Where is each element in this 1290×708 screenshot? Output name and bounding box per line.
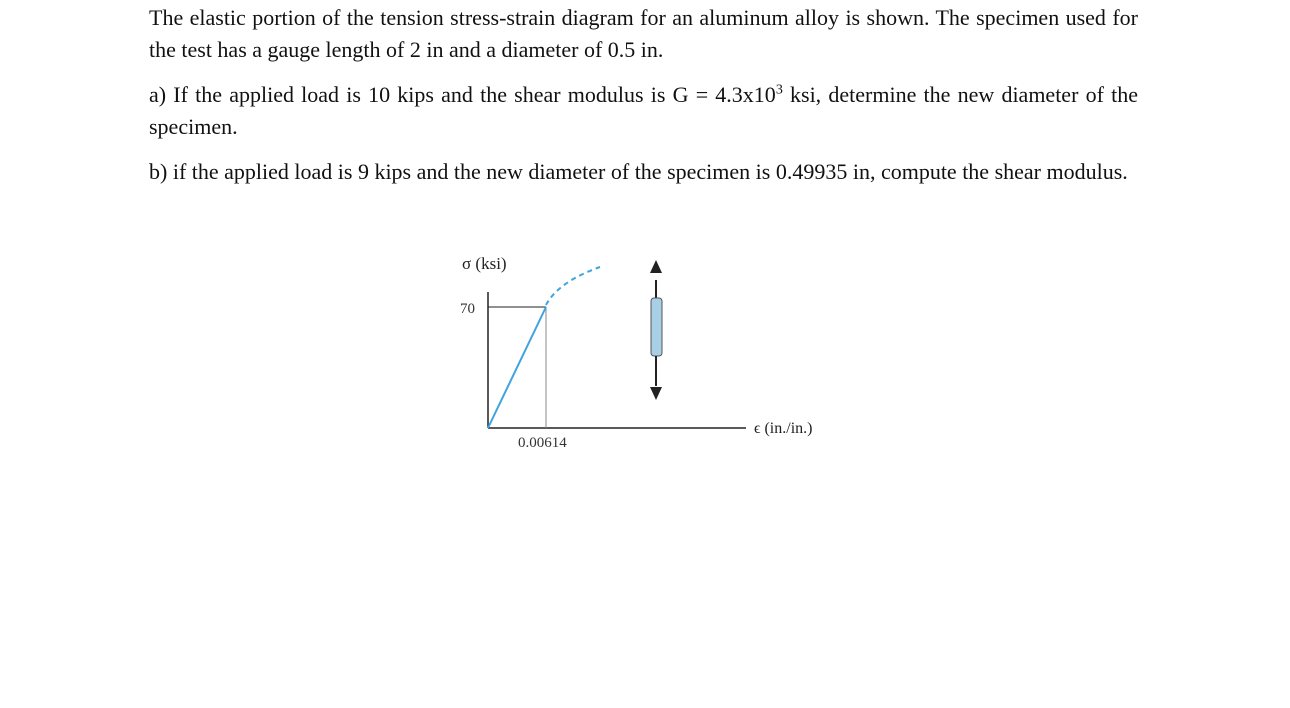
- elastic-line: [488, 307, 546, 428]
- stress-strain-diagram: [440, 236, 860, 464]
- problem-statement: [149, 2, 1138, 201]
- part-a-exponent: 3: [775, 82, 783, 98]
- stress-value-label: 70: [460, 301, 475, 317]
- diagram-svg: [440, 236, 860, 464]
- lower-arrow-head: [650, 387, 662, 400]
- plastic-curve-dashed: [546, 267, 600, 305]
- strain-value-label: 0.00614: [518, 435, 567, 451]
- y-axis-label: σ (ksi): [462, 254, 507, 273]
- part-a-text-end: ksi, determine the new diameter of the specimen.: [149, 82, 1138, 139]
- problem-part-b: b) if the applied load is 9 kips and the new diameter of the specimen is 0.49935 in, compute the shear modulus.: [149, 159, 1128, 184]
- x-axis-label: ϵ (in./in.): [754, 420, 813, 437]
- problem-part-a: [149, 79, 1138, 143]
- tension-specimen: [650, 260, 662, 400]
- specimen-bar: [651, 298, 662, 356]
- part-a-text: a) If the applied load is 10 kips and the shear modulus is G = 4.3x10: [149, 82, 776, 107]
- problem-intro: The elastic portion of the tension stress-strain diagram for an aluminum alloy is shown. The specimen used for the test has a gauge length of 2 in and a diameter of 0.5 in.: [149, 5, 1138, 62]
- upper-arrow-head: [650, 260, 662, 273]
